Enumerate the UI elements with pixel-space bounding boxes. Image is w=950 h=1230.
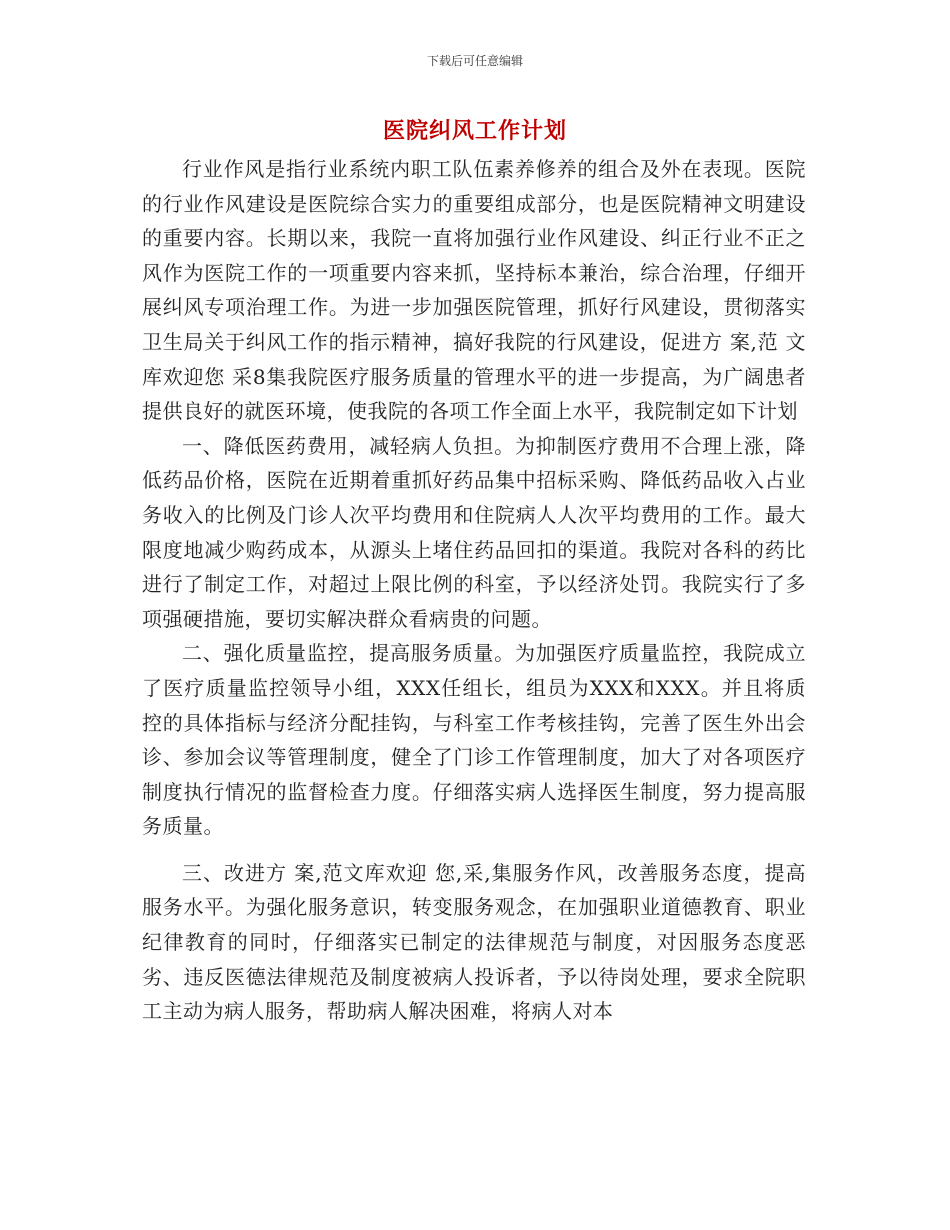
document-title: 医院纠风工作计划 <box>382 118 567 144</box>
paragraph-intro: 行业作风是指行业系统内职工队伍素养修养的组合及外在表现。医院的行业作风建设是医院综合实力的重要组成部分，也是医院精神文明建设的重要内容。长期以来，我院一直将加强行业作风建设、纠正行业不正之风作为医院工作的一项重要内容来抓，坚持标本兼治，综合治理，仔细开展纠风专项治理工作。为进一步加强医院管理，抓好行风建设，贯彻落实卫生局关于纠风工作的指示精神，搞好我院的行风建设，促进方 案,范 文库欢迎您 采8集我院医疗服务质量的管理水平的进一步提高，为广阔患者提供良好的就医环境，使我院的各项工作全面上水平，我院制定如下计划 <box>142 157 806 424</box>
header-note: 下载后可任意编辑 <box>426 54 523 68</box>
paragraph-section-1: 一、降低医药费用，减轻病人负担。为抑制医疗费用不合理上涨，降低药品价格，医院在近期着重抓好药品集中招标采购、降低药品收入占业务收入的比例及门诊人次平均费用和住院病人人次平均费用的工作。最大限度地减少购药成本，从源头上堵住药品回扣的渠道。我院对各科的药比进行了制定工作，对超过上限比例的科室，予以经济处罚。我院实行了多项强硬措施，要切实解决群众看病贵的问题。 <box>142 433 806 631</box>
document-body <box>142 152 806 1029</box>
paragraph-section-3: 三、改进方 案,范文库欢迎 您,采,集服务作风，改善服务态度，提高服务水平。为强化服务意识，转变服务观念，在加强职业道德教育、职业纪律教育的同时，仔细落实已制定的法律规范与制度，对因服务态度恶劣、违反医德法律规范及制度被病人投诉者，予以待岗处理，要求全院职工主动为病人服务，帮助病人解决困难，将病人对本 <box>142 860 806 1024</box>
paragraph-section-2: 二、强化质量监控，提高服务质量。为加强医疗质量监控，我院成立了医疗质量监控领导小组，XXX任组长，组员为XXX和XXX。并且将质控的具体指标与经济分配挂钩，与科室工作考核挂钩，完善了医生外出会诊、参加会议等管理制度，健全了门诊工作管理制度，加大了对各项医疗制度执行情况的监督检查力度。仔细落实病人选择医生制度，努力提高服务质量。 <box>142 641 806 839</box>
